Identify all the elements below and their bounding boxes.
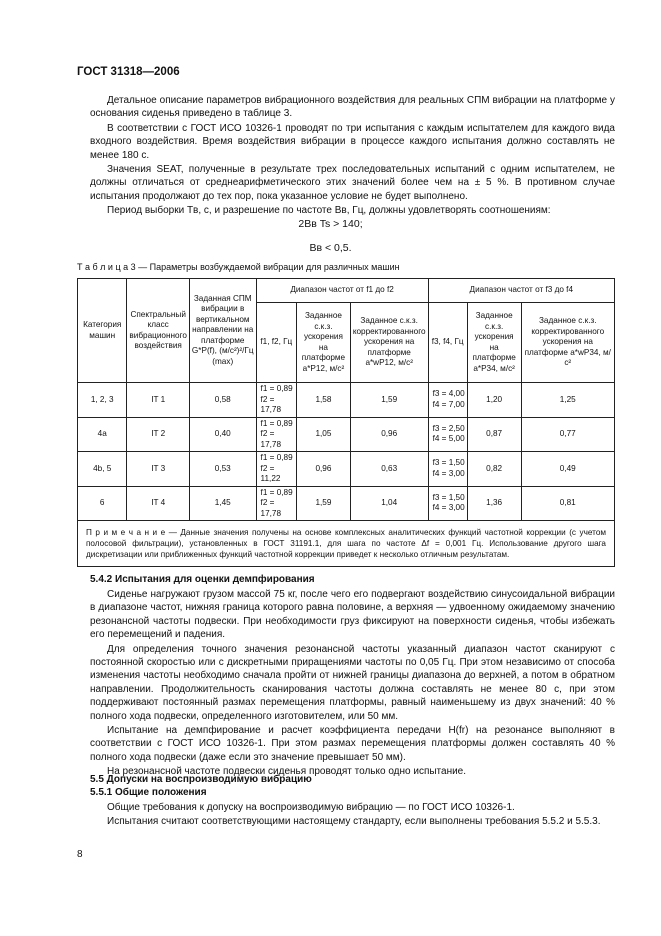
cell-f1-f2 (256, 417, 297, 452)
header-rms-wp34: Заданное с.к.з. корректированного ускорения на платформе a*wP34, м/с² (521, 303, 615, 383)
section-5-5-1-text (90, 801, 615, 830)
cell-rms-p12: 0,96 (297, 452, 351, 487)
header-range-f1-f2: Диапазон частот от f1 до f2 (256, 279, 428, 303)
cell-rms-p34: 0,82 (467, 452, 521, 487)
header-range-f3-f4: Диапазон частот от f3 до f4 (428, 279, 614, 303)
cell-spm: 0,40 (189, 417, 256, 452)
cell-class: IT 1 (127, 383, 190, 418)
header-category: Категория машин (78, 279, 127, 383)
paragraph: Испытания считают соответствующими настоящему стандарту, если выполнены требования 5.5.2 и 5.5.3. (107, 816, 601, 828)
document-header: ГОСТ 31318—2006 (77, 66, 180, 78)
cell-f4: f4 = 5,00 (432, 434, 465, 444)
cell-spm: 1,45 (189, 486, 256, 521)
header-rms-wp12: Заданное с.к.з. корректированного ускорения на платформе a*wP12, м/с² (350, 303, 428, 383)
cell-f3-f4 (428, 452, 467, 487)
cell-f1: f1 = 0,89 (260, 453, 293, 462)
cell-rms-wp12: 1,59 (350, 383, 428, 418)
cell-f2: f2 = 17,78 (260, 394, 282, 414)
table-caption: Т а б л и ц а 3 — Параметры возбуждаемой вибрации для различных машин (77, 262, 400, 272)
paragraph: Сиденье нагружают грузом массой 75 кг, после чего его подвергают воздействию синусоидальной вибрации в диапазоне частот, нижняя граница которого равна половине, а верхняя — удвоенному ожидаемому значению резонансной частоты подвески. При необходимости груз фиксируют на поверхности сиденья, чтобы избежать его перемещений и падения. (90, 589, 615, 641)
cell-rms-wp34: 0,77 (521, 417, 615, 452)
table-note: П р и м е ч а н и е — Данные значения получены на основе комплексных аналитических функций частотной коррекции (с учетом полосовой фильтрации), установленных в ГОСТ 31191.1, для шага по частоте Δf = 0,001 Гц. Использование другого шага дискретизации или приближенных функций частотной коррекции приведет к несколько отличным результатам. (78, 521, 615, 567)
cell-f2: f2 = 11,22 (260, 463, 281, 483)
cell-f3-f4 (428, 383, 467, 418)
table-row (78, 417, 615, 452)
cell-f1-f2 (256, 486, 297, 521)
cell-f1-f2 (256, 383, 297, 418)
cell-rms-p12: 1,59 (297, 486, 351, 521)
paragraph: Общие требования к допуску на воспроизводимую вибрацию — по ГОСТ ИСО 10326-1. (107, 802, 515, 813)
paragraph: Значения SEAT, полученные в результате трех последовательных испытаний с одним испытателем, не должны отличаться от среднеарифметического этих значений более чем на ± 5 %. В противном случае испытания продолжают до тех пор, пока указанное условие не будет выполнено. (90, 164, 615, 202)
cell-f1: f1 = 0,89 (260, 384, 293, 393)
header-rms-p12: Заданное с.к.з. ускорения на платформе a*P12, м/с² (297, 303, 351, 383)
cell-class: IT 2 (127, 417, 190, 452)
header-f1-f2: f1, f2, Гц (256, 303, 297, 383)
cell-rms-p34: 1,20 (467, 383, 521, 418)
header-class: Спектральный класс вибрационного воздействия (127, 279, 190, 383)
cell-f1: f1 = 0,89 (260, 487, 293, 497)
header-rms-p34: Заданное с.к.з. ускорения на платформе a*P34, м/с² (467, 303, 521, 383)
cell-f4: f4 = 7,00 (432, 399, 465, 409)
cell-f3: f3 = 2,50 (432, 423, 465, 433)
cell-f3: f3 = 4,00 (432, 389, 465, 399)
table-row (78, 486, 615, 521)
cell-f2: f2 = 17,78 (260, 498, 282, 518)
cell-rms-wp12: 0,63 (350, 452, 428, 487)
table-row (78, 383, 615, 418)
cell-category: 6 (78, 486, 127, 521)
paragraph: Испытание на демпфирование и расчет коэффициента передачи H(fr) на резонансе выполняют в соответствии с ГОСТ ИСО 10326-1. При этом размах перемещения платформы должен составлять 40 % полного хода подвески (даже если это значение превышает 50 мм). (90, 725, 615, 763)
section-5-5-1-title: 5.5.1 Общие положения (90, 787, 207, 798)
section-5-5-title: 5.5 Допуски на воспроизводимую вибрацию (90, 774, 312, 785)
cell-f3: f3 = 1,50 (432, 492, 465, 502)
cell-spm: 0,58 (189, 383, 256, 418)
cell-rms-p34: 0,87 (467, 417, 521, 452)
cell-f4: f4 = 3,00 (432, 503, 465, 513)
cell-category: 4a (78, 417, 127, 452)
page-number: 8 (77, 849, 83, 860)
cell-class: IT 4 (127, 486, 190, 521)
cell-f4: f4 = 3,00 (432, 468, 465, 478)
cell-f2: f2 = 17,78 (260, 429, 282, 449)
header-f3-f4: f3, f4, Гц (428, 303, 467, 383)
paragraph: Для определения точного значения резонансной частоты указанный диапазон частот сканируют с постоянной скоростью или с дискретными приращениями частоты по 0,05 Гц. При этом независимо от способа изменения частоты необходимо сначала пройти от нижней границы диапазона до верхней, а потом в обратном направлении. Продолжительность сканирования частоты должна составлять не менее 80 с, при этом поддерживают постоянный размах перемещения платформы, равный наименьшему из двух значений: 40 % полного хода подвески, определенного изготовителем, или 50 мм. (90, 643, 615, 722)
intro-text (90, 94, 615, 219)
paragraph: Детальное описание параметров вибрационного воздействия для реальных СПМ вибрации на платформе у основания сиденья приведено в таблице 3. (90, 95, 615, 120)
cell-rms-p34: 1,36 (467, 486, 521, 521)
table-row (78, 452, 615, 487)
header-spm: Заданная СПМ вибрации в вертикальном направлении на платформе G*P(f), (м/с²)²/Гц (max) (189, 279, 256, 383)
paragraph: В соответствии с ГОСТ ИСО 10326-1 проводят по три испытания с каждым испытателем для каждого вида входного воздействия. Время воздействия вибрации в процессе каждого испытания должно составлять не менее 180 с. (90, 122, 615, 161)
cell-rms-wp12: 0,96 (350, 417, 428, 452)
parameters-table (77, 278, 615, 567)
paragraph: На резонансной частоте подвески сиденья проводят только одно испытание. (107, 766, 467, 778)
cell-f3-f4 (428, 486, 467, 521)
cell-rms-p12: 1,58 (297, 383, 351, 418)
equation-1: 2Bв Ts > 140; (298, 218, 363, 230)
paragraph: Период выборки Tв, с, и разрешение по частоте Bв, Гц, должны удовлетворять соотношениям: (107, 205, 551, 217)
cell-spm: 0,53 (189, 452, 256, 487)
cell-f3-f4 (428, 417, 467, 452)
cell-f1-f2 (256, 452, 297, 487)
cell-class: IT 3 (127, 452, 190, 487)
cell-rms-wp34: 0,49 (521, 452, 615, 487)
section-5-4-2-text (90, 588, 615, 780)
cell-rms-p12: 1,05 (297, 417, 351, 452)
equation-2: Bв < 0,5. (309, 242, 352, 254)
cell-rms-wp34: 0,81 (521, 486, 615, 521)
section-5-4-2-title: 5.4.2 Испытания для оценки демпфирования (90, 574, 315, 585)
cell-rms-wp34: 1,25 (521, 383, 615, 418)
cell-category: 4b, 5 (78, 452, 127, 487)
cell-category: 1, 2, 3 (78, 383, 127, 418)
cell-rms-wp12: 1,04 (350, 486, 428, 521)
cell-f1: f1 = 0,89 (260, 418, 293, 428)
cell-f3: f3 = 1,50 (432, 458, 465, 468)
